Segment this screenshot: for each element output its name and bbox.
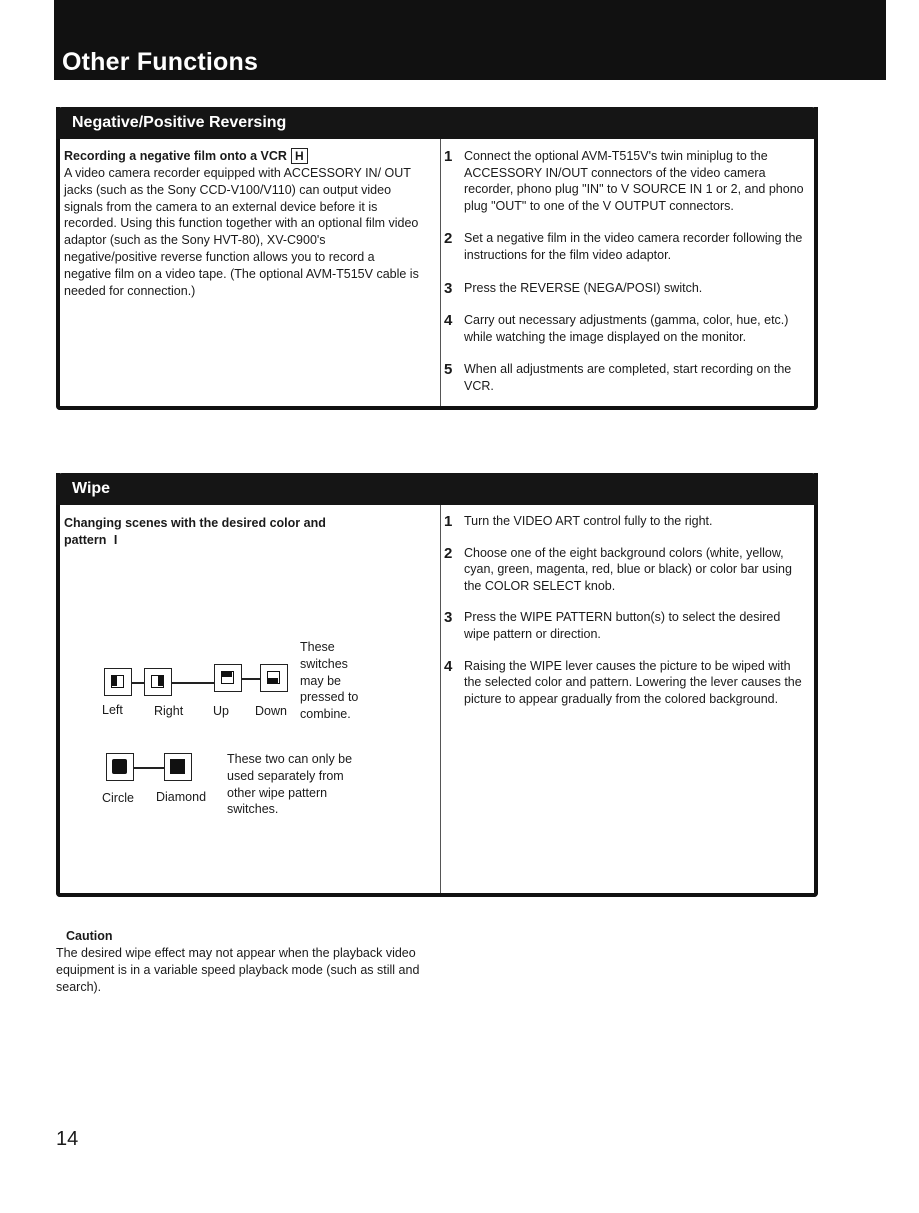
step-text: Press the REVERSE (NEGA/POSI) switch. [464,280,703,295]
wipe-circle-switch[interactable] [106,753,134,781]
wipe-left-column [64,515,354,549]
wipe-subheading [64,515,354,549]
page-number: 14 [56,1128,79,1150]
wipe-combine-note: These switches may be pressed to combine. [300,640,359,722]
step-number: 4 [444,312,453,330]
negpos-title: Negative/Positive Reversing [72,114,287,131]
step-number: 2 [444,230,453,248]
wipe-circle-label: Circle [102,791,134,805]
negpos-steps [444,148,804,395]
wipe-subheading-text: Changing scenes with the desired color and pattern [64,516,326,547]
step-number: 2 [444,544,453,562]
step-text: Turn the VIDEO ART control fully to the right. [464,514,713,528]
negpos-ref-box: H [291,148,308,164]
wipe-section [56,473,818,897]
switch-connector [172,682,184,684]
negpos-step-2 [444,230,804,263]
wipe-down-switch[interactable] [260,664,288,692]
wipe-title: Wipe [72,480,111,497]
caution-block [56,928,426,995]
negpos-subheading [64,148,420,165]
negpos-step-5 [444,361,804,394]
step-text: Raising the WIPE lever causes the picture to be wiped with the selected color and pattern. Lowering the lever causes the picture to appear gradually from the colored background. [464,658,802,706]
step-number: 3 [444,279,453,297]
caution-title: Caution [66,929,113,943]
wipe-diamond-switch[interactable] [164,753,192,781]
step-number: 3 [444,609,453,627]
wipe-divider [440,505,441,893]
wipe-right-switch[interactable] [144,668,172,696]
wipe-left-switch[interactable] [104,668,132,696]
step-text: Press the WIPE PATTERN button(s) to select the desired wipe pattern or direction. [464,610,781,641]
wipe-step-3 [444,609,804,642]
step-number: 1 [444,148,453,165]
wipe-up-label: Up [213,704,229,718]
wipe-step-4 [444,658,804,708]
step-text: Carry out necessary adjustments (gamma, color, hue, etc.) while watching the image displayed on the monitor. [464,313,789,344]
negpos-subheading-text: Recording a negative film onto a VCR [64,149,287,163]
wipe-separate-note: These two can only be used separately from other wipe pattern switches. [227,752,353,817]
negpos-section [56,107,818,410]
step-text: Set a negative film in the video camera recorder following the instructions for the film video adaptor. [464,231,803,262]
page-title: Other Functions [62,48,259,76]
step-text: Connect the optional AVM-T515V's twin miniplug to the ACCESSORY IN/OUT connectors of the video camera recorder, phono plug "IN" to V SOURCE IN 1 or 2, and phono plug "OUT" to one of the V OUTPUT connectors. [464,149,804,213]
wipe-down-label: Down [255,704,287,718]
wipe-ref: I [113,533,118,547]
negpos-left-column [64,148,420,299]
wipe-step-2 [444,545,804,595]
wipe-title-bar [56,473,818,505]
negpos-step-3 [444,280,804,297]
wipe-left-label: Left [102,703,123,717]
negpos-step-1 [444,148,804,214]
page-header [54,0,886,80]
step-text: Choose one of the eight background colors (white, yellow, cyan, green, magenta, red, blue or black) or color bar using the COLOR SELECT knob. [464,545,792,593]
step-number: 4 [444,657,453,675]
wipe-right-label: Right [154,704,184,718]
negpos-step-4 [444,312,804,345]
switch-connector [184,682,214,684]
step-text: When all adjustments are completed, start recording on the VCR. [464,362,792,393]
step-number: 1 [444,513,453,530]
wipe-up-switch[interactable] [214,664,242,692]
wipe-diamond-label: Diamond [156,790,207,804]
switch-connector [132,682,144,684]
wipe-step-1 [444,513,804,530]
negpos-divider [440,139,441,406]
switch-connector [242,678,260,680]
switch-connector [134,767,164,769]
wipe-steps [444,513,804,707]
negpos-title-bar [56,107,818,139]
step-number: 5 [444,361,453,379]
caution-text: The desired wipe effect may not appear when the playback video equipment is in a variable speed playback mode (such as still and search). [56,946,420,994]
negpos-body: A video camera recorder equipped with ACCESSORY IN/ OUT jacks (such as the Sony CCD-V100/V110) can output video signals from the camera to an external device before it is recorded. Using this function together with an optional film video adaptor (such as the Sony HVT-80), XV-C900's negative/positive reverse function allows you to record a negative film on a video tape. (The optional AVM-T515V cable is needed for connection.) [64,166,419,298]
